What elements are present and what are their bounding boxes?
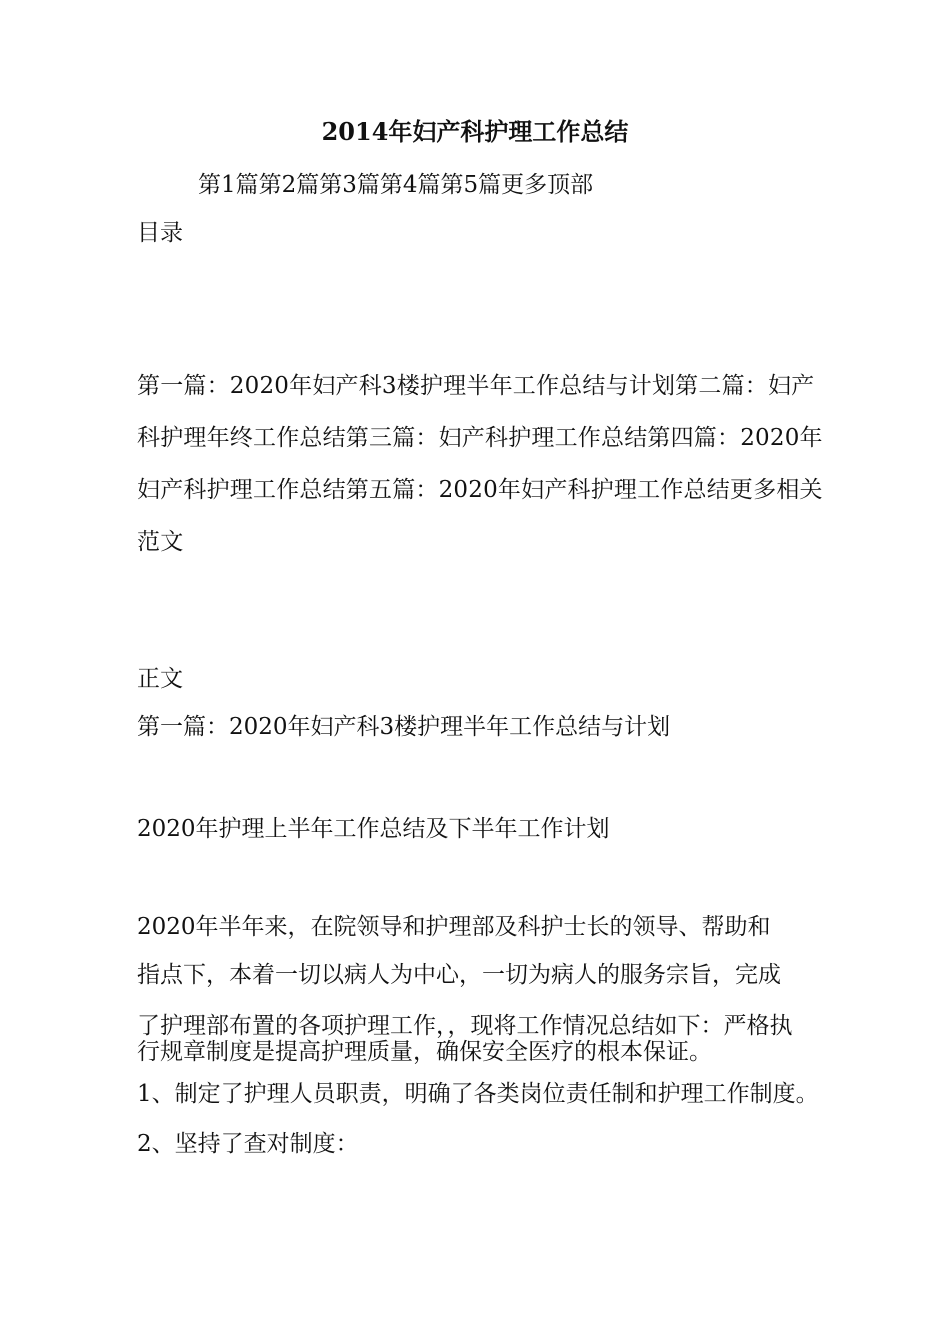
toc-heading: 目录 — [137, 220, 183, 246]
body-heading: 正文 — [137, 666, 183, 692]
section-subtitle: 2020年护理上半年工作总结及下半年工作计划 — [137, 816, 610, 842]
chapter-navigation: 第1篇第2篇第3篇第4篇第5篇更多顶部 — [198, 172, 594, 198]
list-item: 2、坚持了查对制度： — [137, 1131, 359, 1157]
list-item: 1、制定了护理人员职责，明确了各类岗位责任制和护理工作制度。 — [137, 1081, 819, 1107]
document-title: 2014年妇产科护理工作总结 — [321, 117, 629, 146]
paragraph-line: 了护理部布置的各项护理工作，，现将工作情况总结如下：严格执 — [137, 1013, 793, 1039]
toc-text: 第一篇：2020年妇产科3楼护理半年工作总结与计划第二篇：妇产科护理年终工作总结第三篇：妇产科护理工作总结第四篇：2020年妇产科护理工作总结第五篇：2020年妇产科护理工作总结更多相关范文 — [137, 373, 823, 555]
paragraph-line: 指点下，本着一切以病人为中心，一切为病人的服务宗旨，完成 — [137, 962, 781, 988]
paragraph-line: 行规章制度是提高护理质量，确保安全医疗的根本保证。 — [137, 1039, 712, 1065]
paragraph-line: 2020年半年来，在院领导和护理部及科护士长的领导、帮助和 — [137, 914, 771, 940]
section-title: 第一篇：2020年妇产科3楼护理半年工作总结与计划 — [137, 714, 671, 740]
